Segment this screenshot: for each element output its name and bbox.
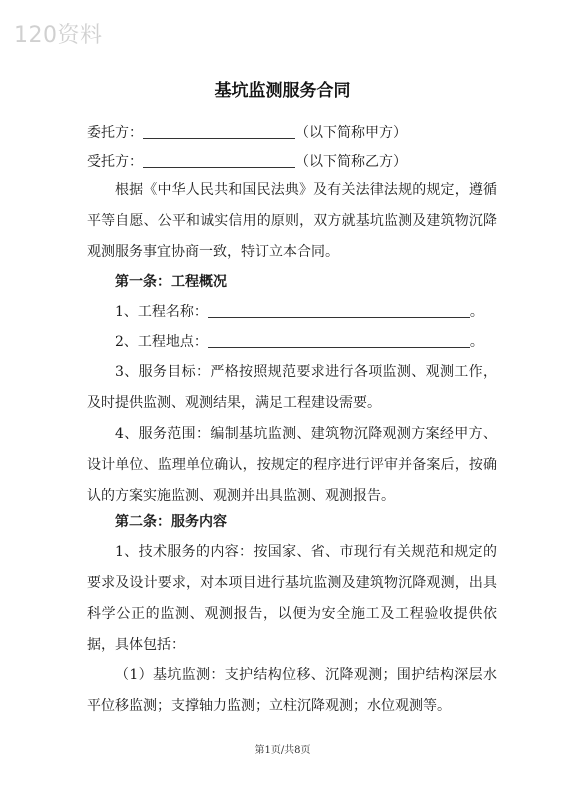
contractor-line	[87, 152, 407, 172]
article1-heading: 第一条：工程概况	[115, 274, 227, 290]
article2-heading: 第二条：服务内容	[115, 514, 227, 530]
foundation-monitoring-paragraph: （1）基坑监测：支护结构位移、沉降观测；围护结构深层水平位移监测；支撑轴力监测；立柱沉降观测；水位观测等。	[87, 667, 497, 714]
client-blank	[143, 124, 295, 139]
service-content-paragraph: 1、技术服务的内容：按国家、省、市现行有关规范和规定的要求及设计要求，对本项目进行基坑监测及建筑物沉降观测，出具科学公正的监测、观测报告，以便为安全施工及工程验收提供依据，具体包括：	[87, 544, 497, 653]
client-line	[87, 123, 407, 143]
project-name-end: 。	[469, 304, 484, 320]
intro-paragraph: 根据《中华人民共和国民法典》及有关法律法规的规定，遵循平等自愿、公平和诚实信用的原则，双方就基坑监测及建筑物沉降观测服务事宜协商一致，特订立本合同。	[87, 182, 497, 260]
page-footer: 第1页/共8页	[254, 745, 311, 756]
project-location-end: 。	[469, 334, 484, 350]
contractor-blank	[143, 153, 295, 168]
contractor-suffix: （以下简称乙方）	[295, 154, 407, 170]
service-goal-paragraph: 3、服务目标：严格按照规范要求进行各项监测、观测工作，及时提供监测、观测结果，满足工程建设需要。	[87, 364, 497, 411]
project-name-label: 1、工程名称：	[115, 304, 208, 320]
project-location-line	[115, 332, 484, 352]
project-name-line	[115, 302, 484, 322]
contractor-label: 受托方：	[87, 154, 143, 170]
watermark: 120资料	[14, 23, 103, 48]
client-suffix: （以下简称甲方）	[295, 125, 407, 141]
project-location-label: 2、工程地点：	[115, 334, 208, 350]
project-location-blank	[208, 333, 470, 348]
service-scope-paragraph: 4、服务范围：编制基坑监测、建筑物沉降观测方案经甲方、设计单位、监理单位确认，按规定的程序进行评审并备案后，按确认的方案实施监测、观测并出具监测、观测报告。	[87, 426, 497, 504]
contract-title: 基坑监测服务合同	[214, 81, 351, 101]
client-label: 委托方：	[87, 125, 143, 141]
project-name-blank	[208, 303, 470, 318]
